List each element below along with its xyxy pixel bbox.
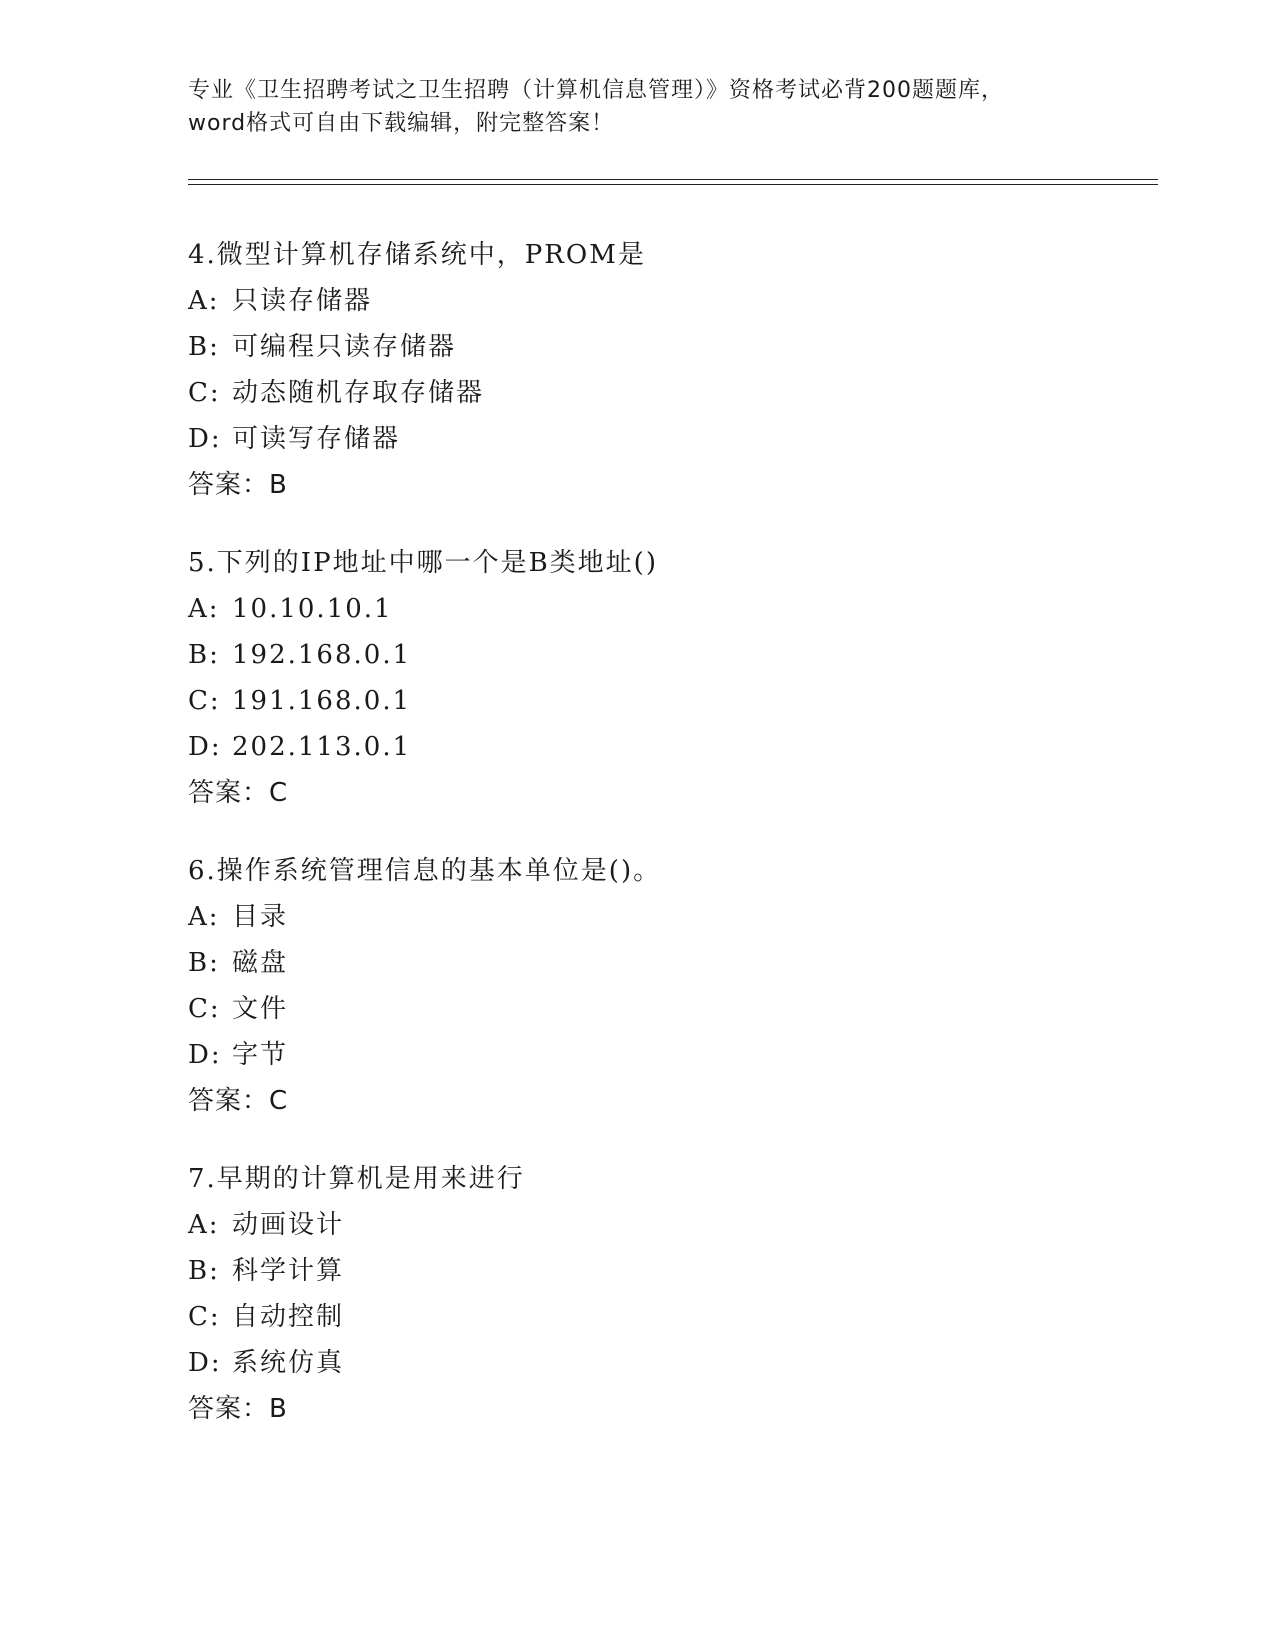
option-text: 192.168.0.1 [232, 640, 412, 670]
option-text: 磁盘 [232, 948, 289, 978]
option-letter: C: [188, 1302, 221, 1332]
option-b [188, 940, 1148, 986]
option-c [188, 678, 1148, 724]
header-divider-top [188, 179, 1158, 180]
question-4 [188, 232, 1148, 508]
option-letter: B: [188, 640, 220, 670]
option-letter: A: [188, 286, 220, 316]
option-text: 只读存储器 [232, 286, 373, 316]
option-letter: B: [188, 948, 220, 978]
option-d [188, 416, 1148, 462]
option-text: 字节 [232, 1040, 289, 1070]
option-text: 目录 [232, 902, 289, 932]
option-a [188, 278, 1148, 324]
header-line-2: word格式可自由下载编辑，附完整答案！ [188, 111, 615, 136]
answer-line: 答案：B [188, 1394, 288, 1424]
option-text: 动态随机存取存储器 [232, 378, 485, 408]
header-line-1: 专业《卫生招聘考试之卫生招聘（计算机信息管理）》资格考试必背200题题库， [188, 78, 1004, 103]
option-letter: D: [188, 1348, 222, 1378]
question-stem: 7.早期的计算机是用来进行 [188, 1164, 525, 1194]
answer-line: 答案：C [188, 778, 289, 808]
option-text: 10.10.10.1 [232, 594, 393, 624]
option-text: 202.113.0.1 [232, 732, 412, 762]
option-text: 191.168.0.1 [232, 686, 412, 716]
option-d [188, 1032, 1148, 1078]
option-b [188, 632, 1148, 678]
option-c [188, 1294, 1148, 1340]
option-letter: A: [188, 594, 220, 624]
option-letter: A: [188, 902, 220, 932]
option-text: 科学计算 [232, 1256, 345, 1286]
option-letter: C: [188, 994, 221, 1024]
option-a [188, 894, 1148, 940]
option-b [188, 324, 1148, 370]
question-6 [188, 848, 1148, 1124]
question-stem: 6.操作系统管理信息的基本单位是()。 [188, 856, 662, 886]
option-text: 可编程只读存储器 [232, 332, 457, 362]
option-b [188, 1248, 1148, 1294]
option-text: 可读写存储器 [232, 424, 401, 454]
option-letter: D: [188, 424, 222, 454]
option-text: 动画设计 [232, 1210, 345, 1240]
question-7 [188, 1156, 1148, 1432]
option-text: 文件 [232, 994, 289, 1024]
question-stem: 5.下列的IP地址中哪一个是B类地址() [188, 548, 658, 578]
answer-line: 答案：B [188, 470, 288, 500]
question-5 [188, 540, 1148, 816]
document-header [188, 74, 1088, 140]
option-a [188, 586, 1148, 632]
answer-line: 答案：C [188, 1086, 289, 1116]
question-stem: 4.微型计算机存储系统中，PROM是 [188, 240, 646, 270]
option-c [188, 370, 1148, 416]
option-text: 自动控制 [232, 1302, 345, 1332]
option-text: 系统仿真 [232, 1348, 345, 1378]
option-letter: B: [188, 1256, 220, 1286]
option-letter: A: [188, 1210, 220, 1240]
option-c [188, 986, 1148, 1032]
option-a [188, 1202, 1148, 1248]
option-letter: D: [188, 1040, 222, 1070]
option-letter: C: [188, 686, 221, 716]
option-letter: C: [188, 378, 221, 408]
question-list [188, 232, 1148, 1464]
header-divider-bottom [188, 184, 1158, 185]
option-d [188, 1340, 1148, 1386]
option-letter: D: [188, 732, 222, 762]
option-d [188, 724, 1148, 770]
option-letter: B: [188, 332, 220, 362]
